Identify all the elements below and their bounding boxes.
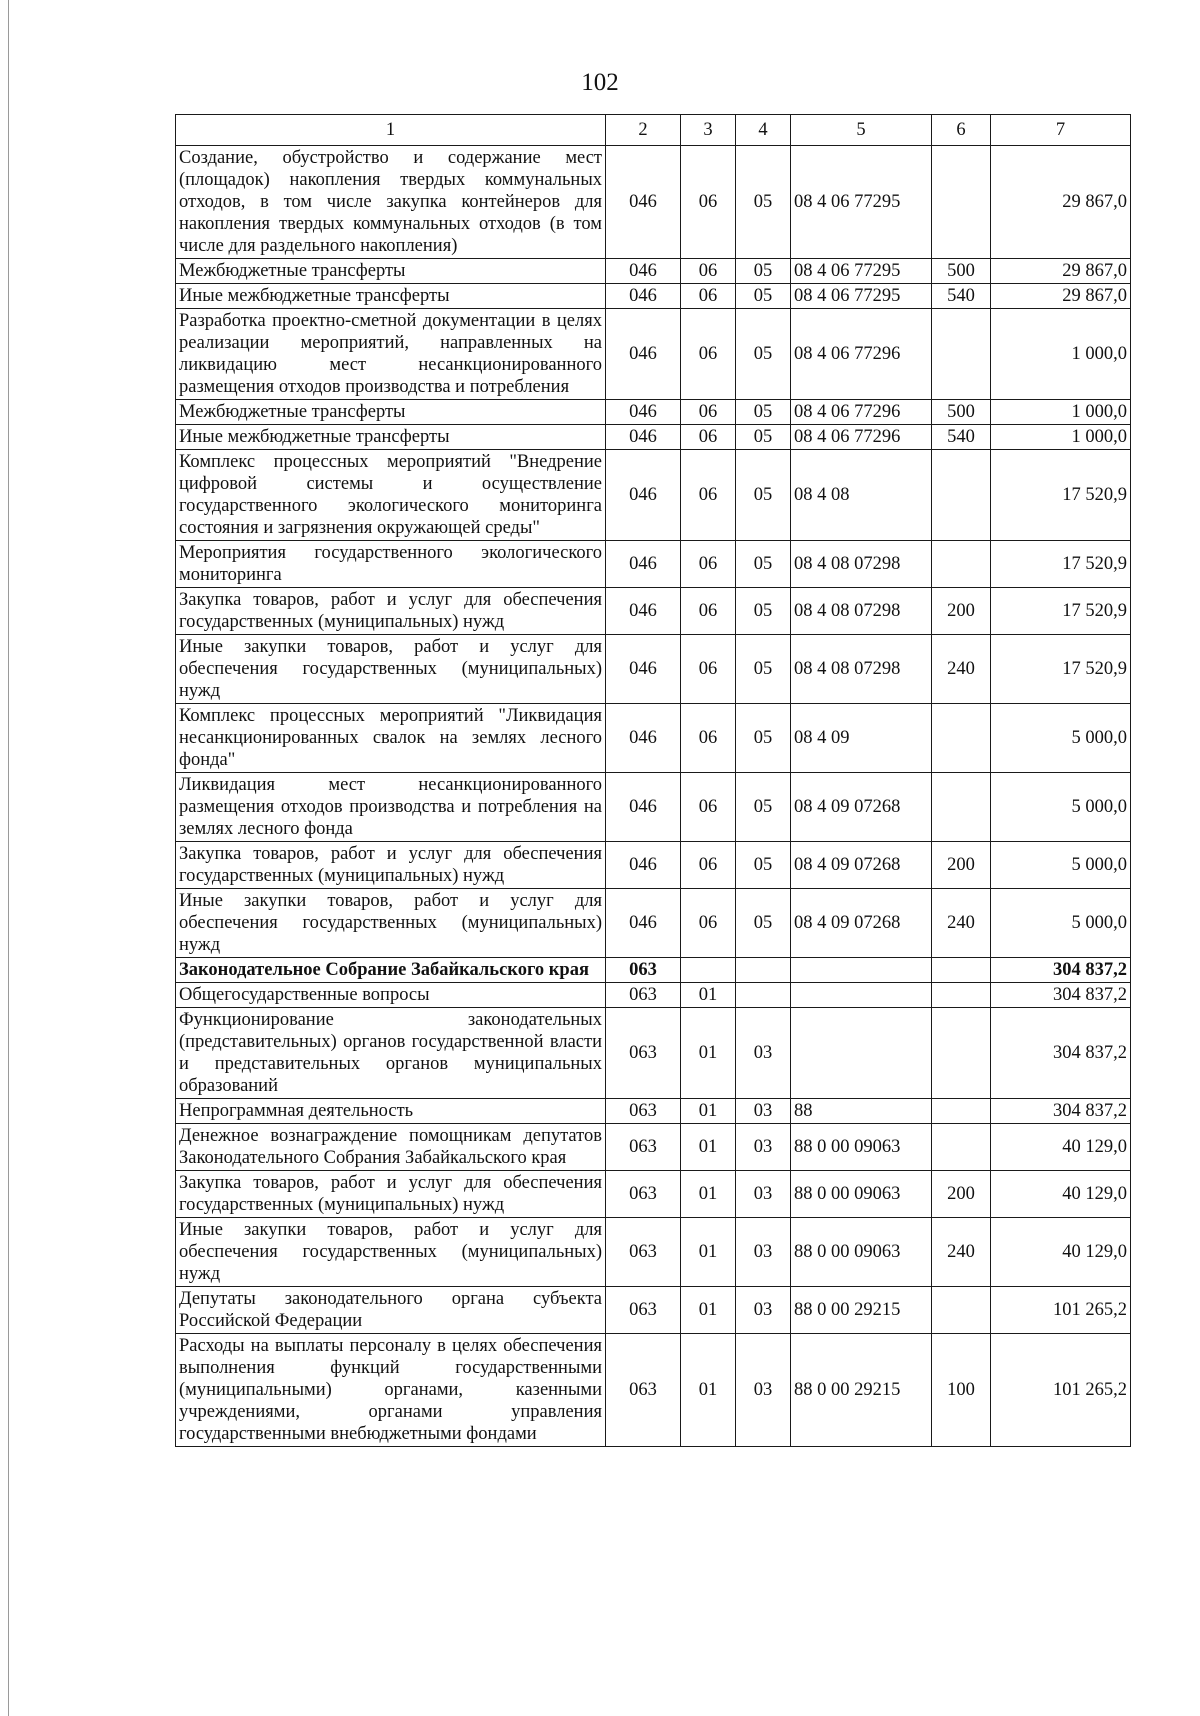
cell-expense-type: 200 (932, 1171, 991, 1218)
header-col-5: 5 (791, 115, 932, 146)
table-row (176, 1334, 1131, 1447)
cell-admin-code: 046 (606, 259, 681, 284)
cell-name: Депутаты законодательного органа субъекта Российской Федерации (176, 1287, 606, 1334)
cell-expense-type: 240 (932, 635, 991, 704)
cell-admin-code: 063 (606, 1334, 681, 1447)
cell-amount: 5 000,0 (991, 773, 1131, 842)
cell-subsection: 05 (736, 450, 791, 541)
cell-name: Разработка проектно-сметной документации в целях реализации мероприятий, направленных на ликвидацию мест несанкционированного размещения отходов производства и потребления (176, 309, 606, 400)
cell-name: Межбюджетные трансферты (176, 259, 606, 284)
cell-admin-code: 063 (606, 1171, 681, 1218)
cell-amount: 17 520,9 (991, 635, 1131, 704)
cell-section: 01 (681, 1218, 736, 1287)
cell-target-article: 88 0 00 09063 (791, 1171, 932, 1218)
cell-subsection: 05 (736, 635, 791, 704)
cell-amount: 40 129,0 (991, 1124, 1131, 1171)
cell-section: 06 (681, 309, 736, 400)
cell-name: Иные закупки товаров, работ и услуг для обеспечения государственных (муниципальных) нужд (176, 889, 606, 958)
cell-expense-type (932, 146, 991, 259)
cell-amount: 101 265,2 (991, 1334, 1131, 1447)
cell-amount: 304 837,2 (991, 1008, 1131, 1099)
cell-amount: 40 129,0 (991, 1171, 1131, 1218)
header-col-7: 7 (991, 115, 1131, 146)
table-row (176, 983, 1131, 1008)
table-row (176, 1124, 1131, 1171)
header-row (176, 115, 1131, 146)
cell-target-article: 08 4 08 07298 (791, 541, 932, 588)
cell-amount: 304 837,2 (991, 1099, 1131, 1124)
table-row (176, 842, 1131, 889)
cell-admin-code: 046 (606, 146, 681, 259)
cell-expense-type (932, 1287, 991, 1334)
table-body (176, 146, 1131, 1447)
cell-target-article: 88 0 00 29215 (791, 1334, 932, 1447)
table-row (176, 1287, 1131, 1334)
cell-expense-type (932, 450, 991, 541)
cell-name: Комплекс процессных мероприятий "Ликвидация несанкционированных свалок на землях лесного фонда" (176, 704, 606, 773)
cell-amount: 17 520,9 (991, 588, 1131, 635)
cell-expense-type (932, 958, 991, 983)
cell-section (681, 958, 736, 983)
cell-subsection: 03 (736, 1099, 791, 1124)
cell-subsection: 05 (736, 773, 791, 842)
cell-expense-type: 200 (932, 588, 991, 635)
cell-amount: 101 265,2 (991, 1287, 1131, 1334)
cell-expense-type: 240 (932, 889, 991, 958)
cell-subsection: 05 (736, 284, 791, 309)
cell-subsection: 05 (736, 541, 791, 588)
header-col-1: 1 (176, 115, 606, 146)
table-row (176, 450, 1131, 541)
table-row (176, 541, 1131, 588)
cell-admin-code: 046 (606, 588, 681, 635)
header-col-6: 6 (932, 115, 991, 146)
cell-section: 06 (681, 588, 736, 635)
cell-name: Иные закупки товаров, работ и услуг для обеспечения государственных (муниципальных) нужд (176, 1218, 606, 1287)
cell-target-article: 08 4 06 77295 (791, 259, 932, 284)
cell-amount: 5 000,0 (991, 889, 1131, 958)
cell-name: Мероприятия государственного экологического мониторинга (176, 541, 606, 588)
cell-target-article: 08 4 09 07268 (791, 842, 932, 889)
cell-subsection: 05 (736, 425, 791, 450)
cell-expense-type: 500 (932, 400, 991, 425)
cell-name: Комплекс процессных мероприятий "Внедрение цифровой системы и осуществление государственного экологического мониторинга состояния и загрязнения окружающей среды" (176, 450, 606, 541)
cell-target-article: 88 0 00 29215 (791, 1287, 932, 1334)
cell-target-article (791, 958, 932, 983)
cell-name: Закупка товаров, работ и услуг для обеспечения государственных (муниципальных) нужд (176, 588, 606, 635)
cell-amount: 1 000,0 (991, 425, 1131, 450)
cell-amount: 29 867,0 (991, 259, 1131, 284)
cell-name: Закупка товаров, работ и услуг для обеспечения государственных (муниципальных) нужд (176, 842, 606, 889)
cell-expense-type: 100 (932, 1334, 991, 1447)
table-row (176, 773, 1131, 842)
cell-target-article: 08 4 06 77296 (791, 400, 932, 425)
cell-subsection (736, 983, 791, 1008)
cell-admin-code: 046 (606, 450, 681, 541)
cell-subsection: 03 (736, 1287, 791, 1334)
cell-amount: 304 837,2 (991, 983, 1131, 1008)
cell-name: Общегосударственные вопросы (176, 983, 606, 1008)
cell-name: Ликвидация мест несанкционированного размещения отходов производства и потребления на землях лесного фонда (176, 773, 606, 842)
cell-admin-code: 063 (606, 1008, 681, 1099)
cell-admin-code: 046 (606, 842, 681, 889)
cell-expense-type: 500 (932, 259, 991, 284)
cell-expense-type: 540 (932, 425, 991, 450)
cell-section: 06 (681, 146, 736, 259)
cell-section: 06 (681, 284, 736, 309)
cell-expense-type (932, 983, 991, 1008)
cell-section: 06 (681, 773, 736, 842)
cell-subsection: 05 (736, 146, 791, 259)
cell-section: 06 (681, 259, 736, 284)
cell-section: 01 (681, 1171, 736, 1218)
cell-expense-type (932, 1008, 991, 1099)
header-col-4: 4 (736, 115, 791, 146)
cell-subsection: 05 (736, 309, 791, 400)
cell-amount: 17 520,9 (991, 541, 1131, 588)
cell-amount: 29 867,0 (991, 284, 1131, 309)
cell-name: Функционирование законодательных (представительных) органов государственной власти и представительных органов муниципальных образований (176, 1008, 606, 1099)
cell-expense-type: 240 (932, 1218, 991, 1287)
cell-section: 06 (681, 400, 736, 425)
header-col-3: 3 (681, 115, 736, 146)
cell-target-article: 08 4 06 77295 (791, 146, 932, 259)
cell-name: Закупка товаров, работ и услуг для обеспечения государственных (муниципальных) нужд (176, 1171, 606, 1218)
cell-expense-type (932, 773, 991, 842)
cell-section: 06 (681, 635, 736, 704)
scan-edge-line (8, 0, 9, 1716)
table-row (176, 958, 1131, 983)
page-number: 102 (581, 69, 619, 96)
cell-subsection: 05 (736, 400, 791, 425)
cell-target-article: 08 4 06 77296 (791, 425, 932, 450)
cell-expense-type (932, 541, 991, 588)
table-row (176, 635, 1131, 704)
cell-admin-code: 046 (606, 400, 681, 425)
cell-name: Непрограммная деятельность (176, 1099, 606, 1124)
cell-admin-code: 063 (606, 1124, 681, 1171)
cell-subsection: 03 (736, 1124, 791, 1171)
cell-amount: 17 520,9 (991, 450, 1131, 541)
cell-target-article: 08 4 08 07298 (791, 588, 932, 635)
cell-name: Законодательное Собрание Забайкальского края (176, 958, 606, 983)
cell-section: 01 (681, 1287, 736, 1334)
table-row (176, 1218, 1131, 1287)
table-row (176, 588, 1131, 635)
cell-subsection: 03 (736, 1218, 791, 1287)
cell-subsection: 05 (736, 259, 791, 284)
cell-amount: 5 000,0 (991, 842, 1131, 889)
cell-name: Создание, обустройство и содержание мест (площадок) накопления твердых коммунальных отходов, в том числе закупка контейнеров для накопления твердых коммунальных отходов (в том числе для раздельного накопления) (176, 146, 606, 259)
cell-target-article: 08 4 09 07268 (791, 889, 932, 958)
cell-expense-type (932, 1099, 991, 1124)
cell-expense-type: 200 (932, 842, 991, 889)
cell-admin-code: 046 (606, 635, 681, 704)
cell-admin-code: 063 (606, 1287, 681, 1334)
cell-section: 01 (681, 983, 736, 1008)
cell-name: Денежное вознаграждение помощникам депутатов Законодательного Собрания Забайкальского края (176, 1124, 606, 1171)
cell-amount: 40 129,0 (991, 1218, 1131, 1287)
cell-target-article: 88 (791, 1099, 932, 1124)
cell-subsection: 05 (736, 842, 791, 889)
cell-admin-code: 046 (606, 704, 681, 773)
cell-section: 01 (681, 1008, 736, 1099)
cell-name: Иные межбюджетные трансферты (176, 425, 606, 450)
cell-expense-type: 540 (932, 284, 991, 309)
cell-name: Межбюджетные трансферты (176, 400, 606, 425)
cell-expense-type (932, 704, 991, 773)
table-row (176, 1008, 1131, 1099)
table-row (176, 704, 1131, 773)
cell-target-article: 08 4 06 77296 (791, 309, 932, 400)
cell-subsection (736, 958, 791, 983)
table-row (176, 1171, 1131, 1218)
cell-admin-code: 046 (606, 284, 681, 309)
cell-section: 06 (681, 450, 736, 541)
cell-target-article: 08 4 06 77295 (791, 284, 932, 309)
cell-admin-code: 063 (606, 1218, 681, 1287)
table-row (176, 425, 1131, 450)
cell-target-article: 88 0 00 09063 (791, 1124, 932, 1171)
cell-subsection: 03 (736, 1171, 791, 1218)
cell-admin-code: 063 (606, 1099, 681, 1124)
cell-section: 06 (681, 842, 736, 889)
cell-name: Иные закупки товаров, работ и услуг для обеспечения государственных (муниципальных) нужд (176, 635, 606, 704)
cell-name: Иные межбюджетные трансферты (176, 284, 606, 309)
cell-admin-code: 046 (606, 773, 681, 842)
cell-target-article: 08 4 08 07298 (791, 635, 932, 704)
cell-target-article: 08 4 09 07268 (791, 773, 932, 842)
cell-amount: 1 000,0 (991, 400, 1131, 425)
cell-subsection: 03 (736, 1008, 791, 1099)
cell-target-article: 08 4 08 (791, 450, 932, 541)
cell-admin-code: 063 (606, 983, 681, 1008)
header-col-2: 2 (606, 115, 681, 146)
table-row (176, 259, 1131, 284)
cell-target-article (791, 983, 932, 1008)
cell-target-article: 08 4 09 (791, 704, 932, 773)
table-row (176, 309, 1131, 400)
cell-expense-type (932, 309, 991, 400)
table-row (176, 400, 1131, 425)
budget-table (175, 114, 1131, 1447)
cell-section: 01 (681, 1099, 736, 1124)
cell-expense-type (932, 1124, 991, 1171)
cell-amount: 304 837,2 (991, 958, 1131, 983)
table-row (176, 146, 1131, 259)
cell-target-article (791, 1008, 932, 1099)
cell-section: 01 (681, 1334, 736, 1447)
cell-section: 06 (681, 704, 736, 773)
cell-section: 01 (681, 1124, 736, 1171)
cell-subsection: 05 (736, 704, 791, 773)
cell-admin-code: 046 (606, 889, 681, 958)
cell-amount: 29 867,0 (991, 146, 1131, 259)
cell-amount: 1 000,0 (991, 309, 1131, 400)
cell-section: 06 (681, 889, 736, 958)
cell-subsection: 05 (736, 889, 791, 958)
table-row (176, 284, 1131, 309)
table-row (176, 1099, 1131, 1124)
cell-name: Расходы на выплаты персоналу в целях обеспечения выполнения функций государственными (муниципальными) органами, казенными учреждениями, органами управления государственными внебюджетными фондами (176, 1334, 606, 1447)
cell-subsection: 05 (736, 588, 791, 635)
table-row (176, 889, 1131, 958)
cell-target-article: 88 0 00 09063 (791, 1218, 932, 1287)
cell-admin-code: 046 (606, 541, 681, 588)
cell-section: 06 (681, 425, 736, 450)
cell-subsection: 03 (736, 1334, 791, 1447)
cell-admin-code: 046 (606, 425, 681, 450)
cell-section: 06 (681, 541, 736, 588)
cell-amount: 5 000,0 (991, 704, 1131, 773)
cell-admin-code: 046 (606, 309, 681, 400)
cell-admin-code: 063 (606, 958, 681, 983)
